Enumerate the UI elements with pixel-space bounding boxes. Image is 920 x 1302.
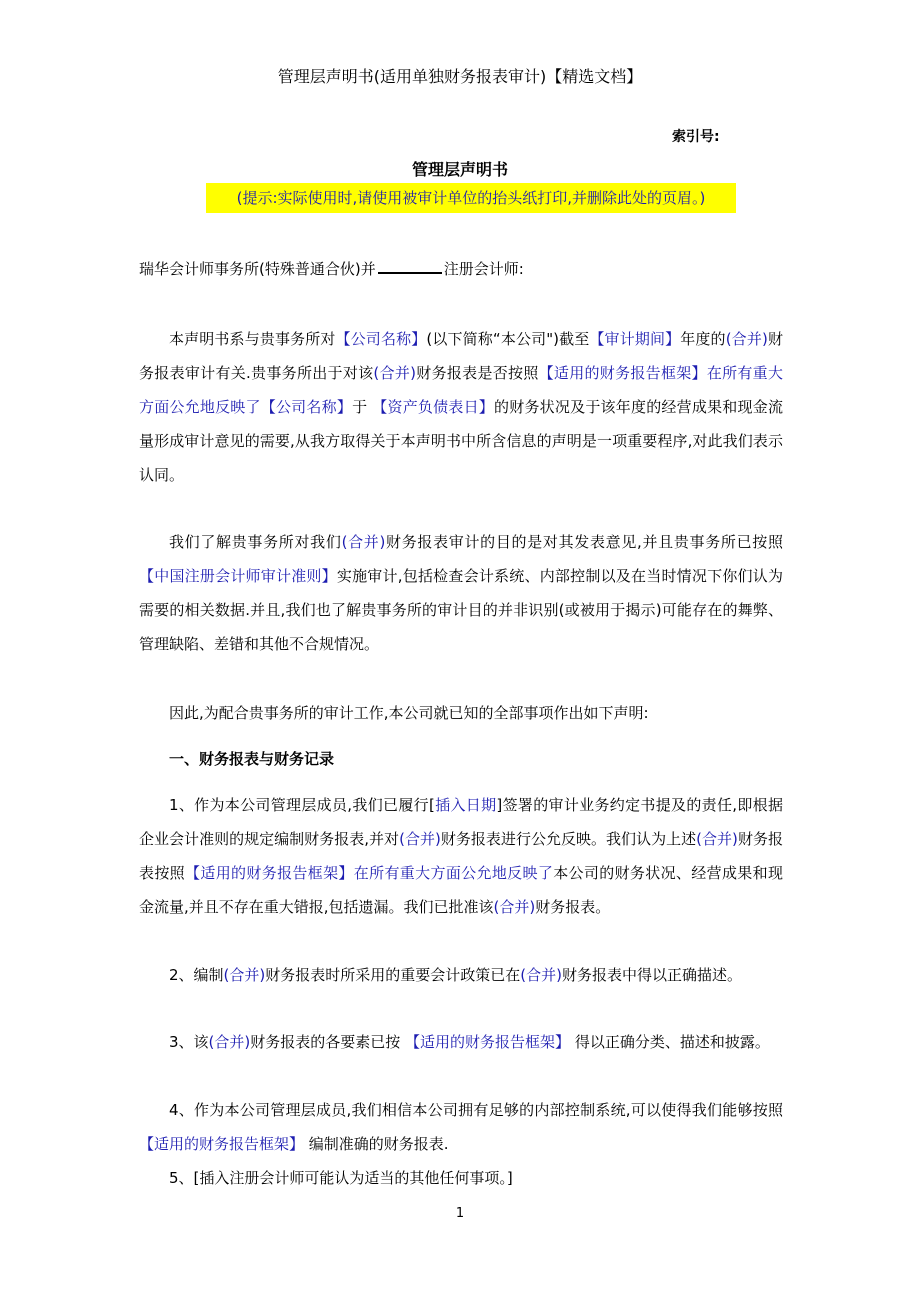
list-item-5: 5、[插入注册会计师可能认为适当的其他任何事项。] xyxy=(169,1169,513,1187)
placeholder-consolidated: (合并) xyxy=(223,966,266,984)
document-header: 管理层声明书(适用单独财务报表审计)【精选文档】 xyxy=(277,67,643,86)
section-heading-financial-statements: 一、财务报表与财务记录 xyxy=(169,750,335,768)
addressee-firm: 瑞华会计师事务所(特殊普通合伙)并 xyxy=(139,260,376,278)
text-segment: 3、该 xyxy=(169,1033,209,1051)
fill-in-blank xyxy=(378,260,442,274)
text-segment: 得以正确分类、描述和披露。 xyxy=(570,1033,770,1051)
placeholder-auditing-standards: 【中国注册会计师审计准则】 xyxy=(139,567,337,585)
addressee-line xyxy=(139,252,783,286)
text-segment: 财务报表是否按照 xyxy=(416,364,539,382)
text-segment: 我们了解贵事务所对我们 xyxy=(169,533,342,551)
list-item-1 xyxy=(139,788,783,924)
text-segment: (以下简称“本公司")截至 xyxy=(426,330,590,348)
placeholder-consolidated: (合并) xyxy=(399,830,441,848)
text-segment: 财务报表审计有关.贵事务所出于对该 xyxy=(139,330,783,382)
placeholder-framework: 【适用的财务报告框架】在所有重大方面公允地反映了 xyxy=(185,864,554,882)
placeholder-consolidated: (合并) xyxy=(373,364,416,382)
text-segment: 财务报表。 xyxy=(535,898,611,916)
text-segment: 编制准确的财务报表. xyxy=(304,1135,449,1153)
placeholder-company-name: 【公司名称】 xyxy=(335,330,427,348)
text-segment: ]签署的审计业务约定书提及的责任,即根据企业会计准则的规定编制财务报表,并对 xyxy=(139,796,783,848)
document-title: 管理层声明书 xyxy=(411,160,508,179)
list-item-2 xyxy=(139,958,783,992)
text-segment: 实施审计,包括检查会计系统、内部控制以及在当时情况下你们认为需要的相关数据.并且,我们也了解贵事务所的审计目的并非识别(或被用于揭示)可能存在的舞弊、管理缺陷、差错和其他不合规情况。 xyxy=(139,567,783,653)
text-segment: 财务报表时所采用的重要会计政策已在 xyxy=(265,966,521,984)
text-segment: 2、编制 xyxy=(169,966,224,984)
placeholder-consolidated: (合并) xyxy=(493,898,536,916)
text-segment: 于 xyxy=(352,398,373,416)
text-segment: 的财务状况及于该年度的经营成果和现金流量形成审计意见的需要,从我方取得关于本声明书中所含信息的声明是一项重要程序,对此我们表示认同。 xyxy=(139,398,783,484)
paragraph-declaration-intro: 因此,为配合贵事务所的审计工作,本公司就已知的全部事项作出如下声明: xyxy=(169,704,649,722)
placeholder-consolidated: (合并) xyxy=(341,533,386,551)
placeholder-balance-sheet-date: 【资产负债表日】 xyxy=(372,398,495,416)
text-segment: 财务报表审计的目的是对其发表意见,并且贵事务所已按照 xyxy=(385,533,783,551)
list-item-3 xyxy=(139,1025,783,1059)
placeholder-audit-period: 【审计期间】 xyxy=(589,330,681,348)
placeholder-consolidated: (合并) xyxy=(725,330,768,348)
usage-hint-highlight: (提示:实际使用时,请使用被审计单位的抬头纸打印,并删除此处的页眉。) xyxy=(206,183,736,213)
list-item-4 xyxy=(139,1093,783,1161)
page-number: 1 xyxy=(455,1206,465,1221)
text-segment: 本公司的财务状况、经营成果和现金流量,并且不存在重大错报,包括遗漏。我们已批准该 xyxy=(139,864,783,916)
text-segment: 本声明书系与贵事务所对 xyxy=(169,330,336,348)
index-number-label: 索引号: xyxy=(672,129,720,145)
text-segment: 财务报表中得以正确描述。 xyxy=(562,966,743,984)
placeholder-framework: 【适用的财务报告框架】 xyxy=(405,1033,571,1051)
text-segment: 财务报表进行公允反映。我们认为上述 xyxy=(440,830,697,848)
paragraph-audit-objective xyxy=(139,525,783,661)
text-segment: 财务报表按照 xyxy=(139,830,783,882)
placeholder-consolidated: (合并) xyxy=(696,830,738,848)
placeholder-framework-company: 【适用的财务报告框架】在所有重大方面公允地反映了【公司名称】 xyxy=(139,364,783,416)
paragraph-purpose xyxy=(139,322,783,492)
text-segment: 4、作为本公司管理层成员,我们相信本公司拥有足够的内部控制系统,可以使得我们能够按照 xyxy=(169,1101,783,1119)
text-segment: 年度的 xyxy=(680,330,726,348)
text-segment: 1、作为本公司管理层成员,我们已履行[ xyxy=(169,796,435,814)
placeholder-insert-date: 插入日期 xyxy=(434,796,497,814)
text-segment: 财务报表的各要素已按 xyxy=(250,1033,406,1051)
addressee-cpa: 注册会计师: xyxy=(443,260,524,278)
placeholder-consolidated: (合并) xyxy=(520,966,562,984)
placeholder-consolidated: (合并) xyxy=(208,1033,251,1051)
placeholder-framework: 【适用的财务报告框架】 xyxy=(139,1135,305,1153)
